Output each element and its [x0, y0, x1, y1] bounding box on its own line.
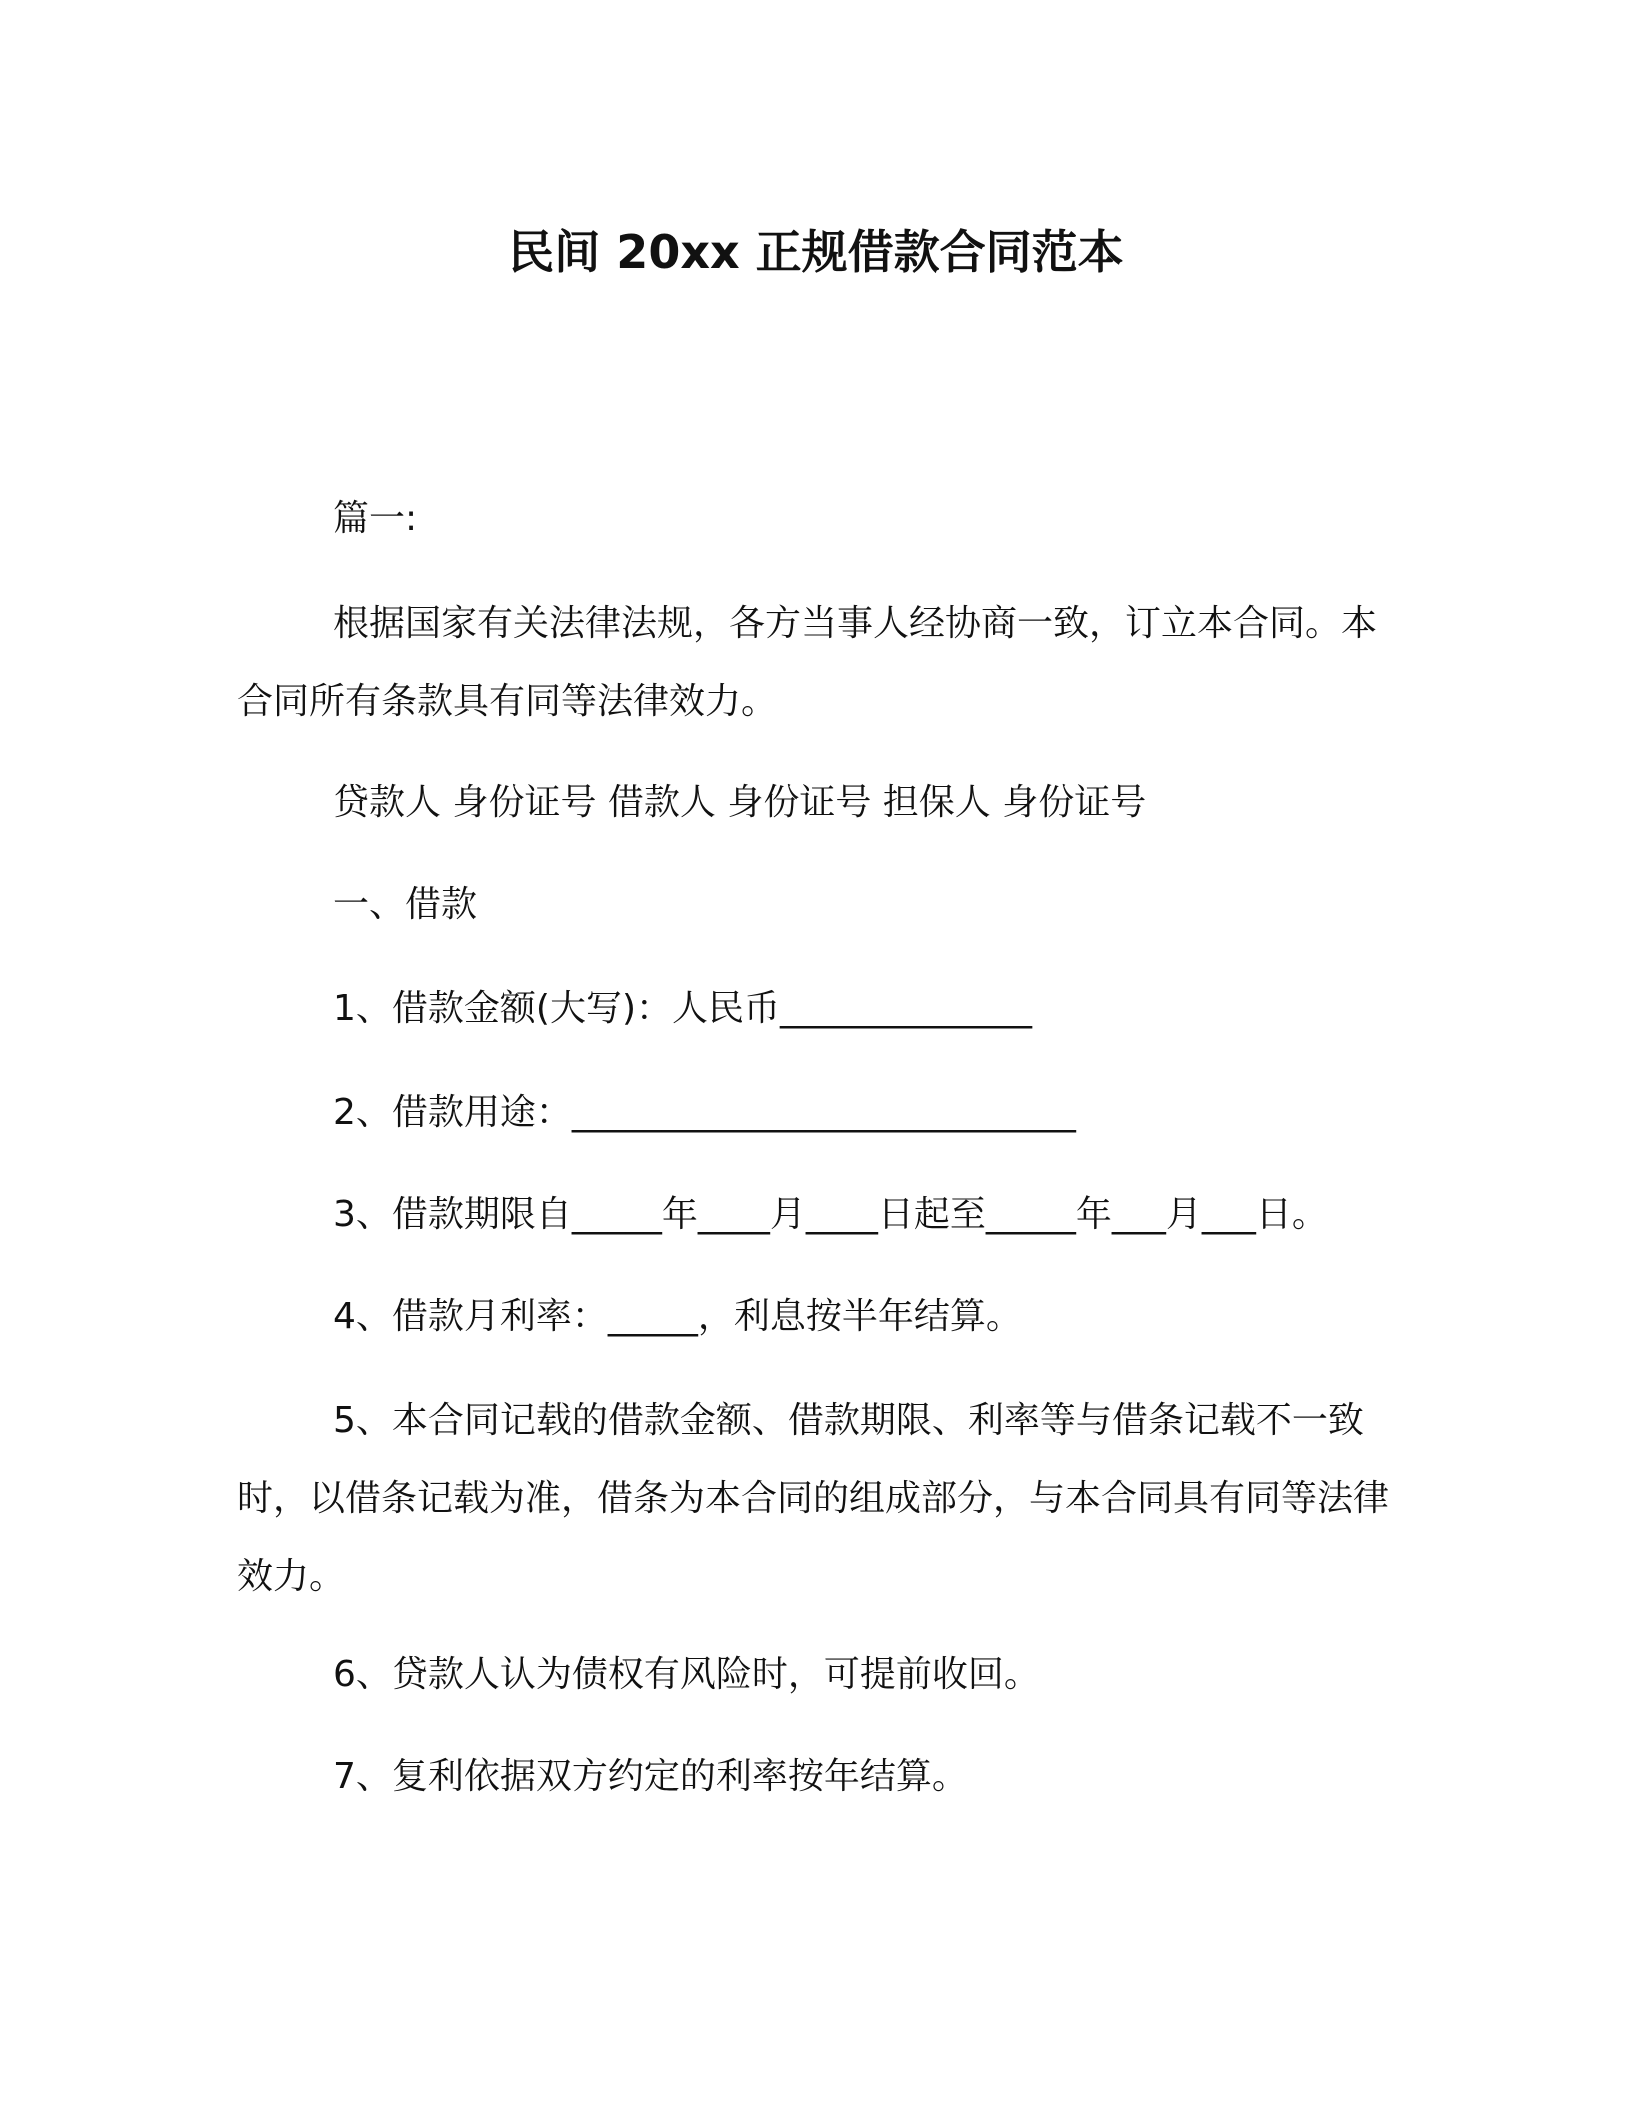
loan-heading: 一、借款 [333, 884, 478, 925]
section-label: 篇一: [333, 498, 418, 539]
clause-amount: 1、借款金额(大写)：人民币______________ [333, 988, 1032, 1029]
intro-paragraph: 根据国家有关法律法规，各方当事人经协商一致，订立本合同。本合同所有条款具有同等法律效力。 [237, 603, 1378, 722]
document-title: 民间 20xx 正规借款合同范本 [508, 225, 1124, 279]
clause-purpose: 2、借款用途：____________________________ [333, 1092, 1076, 1133]
clause-compound-interest: 7、复利依据双方约定的利率按年结算。 [333, 1756, 968, 1797]
clause-term: 3、借款期限自_____年____月____日起至_____年___月___日。 [333, 1194, 1328, 1235]
parties-line: 贷款人 身份证号 借款人 身份证号 担保人 身份证号 [333, 782, 1147, 823]
clause-early-recall: 6、贷款人认为债权有风险时，可提前收回。 [333, 1654, 1040, 1695]
clause-precedence: 5、本合同记载的借款金额、借款期限、利率等与借条记载不一致时，以借条记载为准，借条为本合同的组成部分，与本合同具有同等法律效力。 [237, 1400, 1390, 1597]
clause-interest-rate: 4、借款月利率：_____，利息按半年结算。 [333, 1296, 1022, 1337]
